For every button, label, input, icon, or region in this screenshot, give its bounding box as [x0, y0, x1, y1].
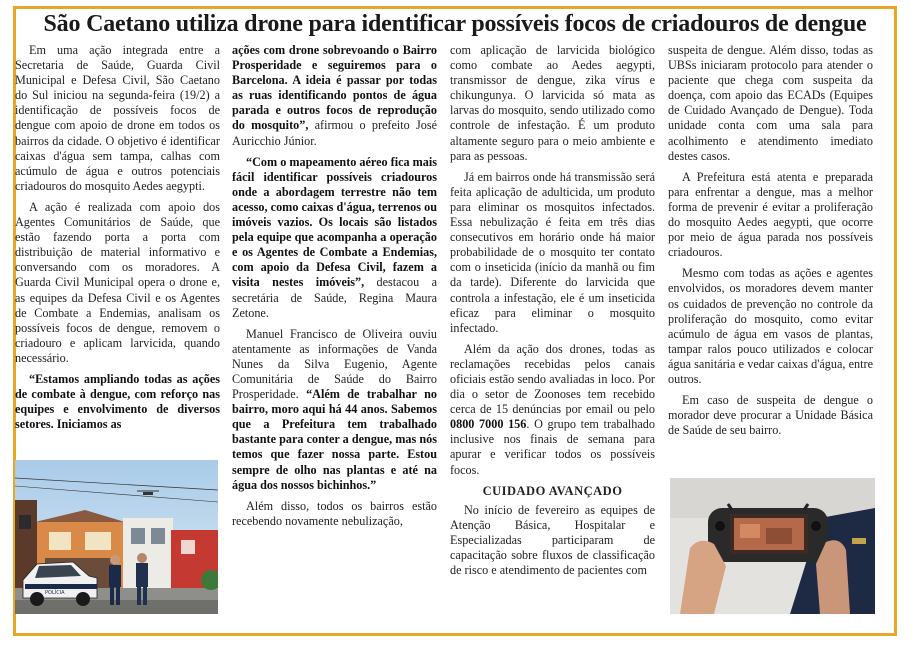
paragraph: Em uma ação integrada entre a Secretaria de Saúde, Guarda Civil Municipal e Defesa Civil, São Caetano do Sul iniciou na segunda-feira (19/2) a identificação de possíveis focos de dengue com apoio de drone em todos os bairros da cidade. O objetivo é identificar caixas d'água sem tampa, calhas com acúmulo de água e outros potenciais criadouros do mosquito Aedes aegypti.: [15, 43, 220, 193]
column-1: [15, 43, 220, 438]
police-car-label: POLÍCIA: [45, 590, 65, 596]
paragraph: [15, 372, 220, 432]
street-scene-illustration: [15, 460, 218, 614]
paragraph: Em caso de suspeita de dengue o morador deve procurar a Unidade Básica de Saúde de seu bairro.: [668, 393, 873, 438]
paragraph-text: Além da ação dos drones, todas as reclamações recebidas pelos canais oficiais estão sendo avaliadas in loco. Por dia o setor de Zoonoses tem recebido cerca de 15 denúncias por email ou pelo: [450, 341, 655, 417]
paragraph: No início de fevereiro as equipes de Atenção Básica, Hospitalar e Especializadas participaram de capacitação sobre fluxos de classificação de risco e atendimento de pacientes com: [450, 502, 655, 578]
quote-bold: “Estamos ampliando todas as ações de combate à dengue, com reforço nas equipes e envolvimento de diversos setores. Iniciamos as: [15, 371, 220, 432]
column-3: [450, 43, 655, 584]
paragraph-text: afirmou o prefeito José Auricchio Júnior.: [232, 118, 437, 148]
column-2: [232, 43, 437, 535]
paragraph: com aplicação de larvicida biológico como combate ao Aedes aegypti, transmissor de dengue, zika vírus e chikungunya. O larvicida só mata as larvas do mosquito, sendo utilizado como controle de infestação. É um produto altamente seguro para o meio ambiente e para as pessoas.: [450, 43, 655, 163]
paragraph-text: destacou a secretária de Saúde, Regina Maura Zetone.: [232, 275, 437, 320]
headline: São Caetano utiliza drone para identificar possíveis focos de criadouros de dengue: [43, 11, 867, 37]
paragraph: Já em bairros onde há transmissão será feita aplicação de adulticida, um produto para eliminar os mosquitos infectados. Essa nebulização é feita em três dias consecutivos em horário onde há maior probabilidade de o mosquito ter contato com o inseticida (início da manhã ou fim da tarde). Diferente do larvicida que controla a infestação, ele é um inseticida eficaz para eliminar o mosquito infectado.: [450, 169, 655, 335]
drone-operation-photo: [15, 460, 218, 614]
paragraph: [232, 43, 437, 149]
paragraph-text: . O grupo tem trabalhado inclusive nos finais de semana para apurar e verificar todos os possíveis focos.: [450, 417, 655, 477]
phone-number: 0800 7000 156: [450, 417, 527, 432]
quote-bold: “Com o mapeamento aéreo fica mais fácil identificar possíveis criadouros onde a abordagem terrestre não tem acesso, como caixas d'água, terrenos ou imóveis vazios. Os locais são listados pela equipe que acompanha a operação e os Agentes de Combate a Endemias, com apoio da Defesa Civil, fazem a visita nestes imóveis”,: [232, 154, 438, 290]
paragraph: Além disso, todos os bairros estão recebendo novamente nebulização,: [232, 498, 437, 528]
quote-bold: “Além de trabalhar no bairro, moro aqui há 44 anos. Sabemos que a Prefeitura tem trabalhado bastante para conter a dengue, mas nós temos que fazer nossa parte. Estou sempre de olho nas plantas e até na água dos nossos bichinhos.”: [232, 387, 437, 492]
controller-icon: [708, 504, 828, 562]
quote-bold: ações com drone sobrevoando o Bairro Prosperidade e seguiremos para o Barcelona. A ideia é passar por todas as ruas identificando pontos de água parada e outros focos de reprodução do mosquito”,: [232, 43, 437, 133]
section-subheading: CUIDADO AVANÇADO: [482, 483, 623, 498]
paragraph: [450, 342, 655, 478]
paragraph: suspeita de dengue. Além disso, todas as UBSs iniciaram protocolo para atender o paciente que chega com suspeita da doença, com apoio das ECADs (Equipes de Cuidado Avançado de Dengue). Toda unidade conta com uma sala para acolhimento e atendimento imediato destes casos.: [668, 43, 873, 163]
paragraph: A Prefeitura está atenta e preparada para enfrentar a dengue, mas a melhor forma de prevenir é evitar a proliferação do mosquito Aedes aegypti, que ocorre por meio de água parada nos possíveis criadouros.: [668, 169, 873, 260]
controller-illustration: [670, 478, 875, 614]
paragraph: A ação é realizada com apoio dos Agentes Comunitários de Saúde, que estão fazendo porta a porta com distribuição de material informativo e conversando com os moradores. A Guarda Civil Municipal opera o drone e, as equipes da Defesa Civil e os Agentes de Combate a Endemias, analisam os possíveis focos de dengue, removem o criadouro e aplicam larvicida, quando necessário.: [15, 199, 220, 365]
drone-controller-photo: [670, 478, 875, 614]
column-4: [668, 43, 873, 444]
paragraph: [232, 327, 437, 493]
paragraph-text: Manuel Francisco de Oliveira ouviu atentamente as informações de Vanda Nunes da Silva Eugenio, Agente Comunitária de Saúde do Bairro Prosperidade.: [232, 326, 437, 402]
paragraph: Mesmo com todas as ações e agentes envolvidos, os moradores devem manter os cuidados de prevenção no controle da proliferação do mosquito, como evitar acúmulo de água em vasos de plantas, tampar ralos pouco utilizados e colocar água sanitária e vedar caixas d'água, entre outros.: [668, 266, 873, 386]
paragraph: [232, 155, 437, 321]
